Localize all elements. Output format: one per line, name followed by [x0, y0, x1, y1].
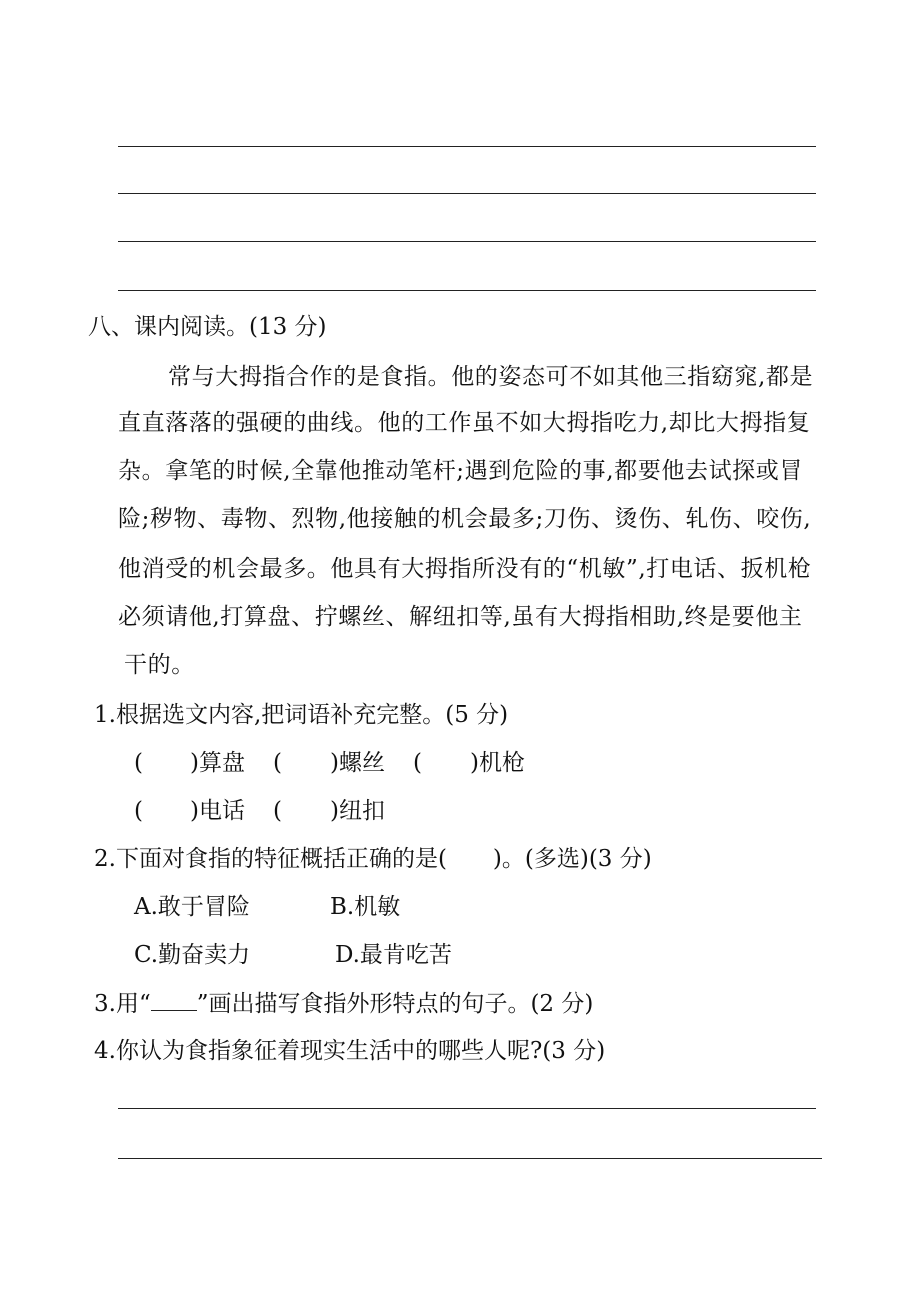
answer-line	[118, 241, 816, 242]
underline-sample	[151, 988, 197, 1011]
passage-line: 险;秽物、毒物、烈物,他接触的机会最多;刀伤、烫伤、轧伤、咬伤,	[118, 506, 812, 532]
blank-open-paren: (	[273, 750, 282, 776]
question-3-stem-start: 3.用“	[94, 991, 151, 1017]
question-3-stem-end: ”画出描写食指外形特点的句子。(2 分)	[196, 991, 594, 1017]
blank-open-paren: (	[134, 798, 143, 824]
answer-line	[118, 193, 816, 194]
passage-line: 干的。	[124, 652, 195, 678]
fill-word: )螺丝	[330, 750, 385, 776]
answer-line	[118, 290, 816, 291]
passage-line: 直直落落的强硬的曲线。他的工作虽不如大拇指吃力,却比大拇指复	[118, 410, 811, 436]
answer-line	[118, 1158, 822, 1159]
option-d: D.最肯吃苦	[335, 942, 452, 968]
blank-open-paren: (	[413, 750, 422, 776]
passage-line: 常与大拇指合作的是食指。他的姿态可不如其他三指窈窕,都是	[168, 364, 814, 390]
passage-line: 必须请他,打算盘、拧螺丝、解纽扣等,虽有大拇指相助,终是要他主	[118, 604, 803, 630]
fill-word: )电话	[190, 798, 245, 824]
section-title: 八、课内阅读。(13 分)	[88, 314, 327, 340]
fill-word: )纽扣	[330, 798, 385, 824]
blank-open-paren: (	[134, 750, 143, 776]
fill-word: )机枪	[470, 750, 525, 776]
answer-line	[118, 146, 816, 147]
question-2-stem: 2.下面对食指的特征概括正确的是( )。(多选)(3 分)	[94, 846, 652, 872]
question-1-stem: 1.根据选文内容,把词语补充完整。(5 分)	[94, 702, 509, 728]
passage-line: 杂。拿笔的时候,全靠他推动笔杆;遇到危险的事,都要他去试探或冒	[118, 458, 803, 484]
passage-line: 他消受的机会最多。他具有大拇指所没有的“机敏”,打电话、扳机枪	[118, 556, 812, 582]
question-3-stem	[94, 988, 593, 1019]
answer-line	[118, 1108, 816, 1109]
blank-open-paren: (	[273, 798, 282, 824]
question-4-stem: 4.你认为食指象征着现实生活中的哪些人呢?(3 分)	[94, 1038, 606, 1064]
option-b: B.机敏	[330, 894, 401, 920]
option-c: C.勤奋卖力	[134, 942, 251, 968]
option-a: A.敢于冒险	[134, 894, 250, 920]
fill-word: )算盘	[190, 750, 245, 776]
